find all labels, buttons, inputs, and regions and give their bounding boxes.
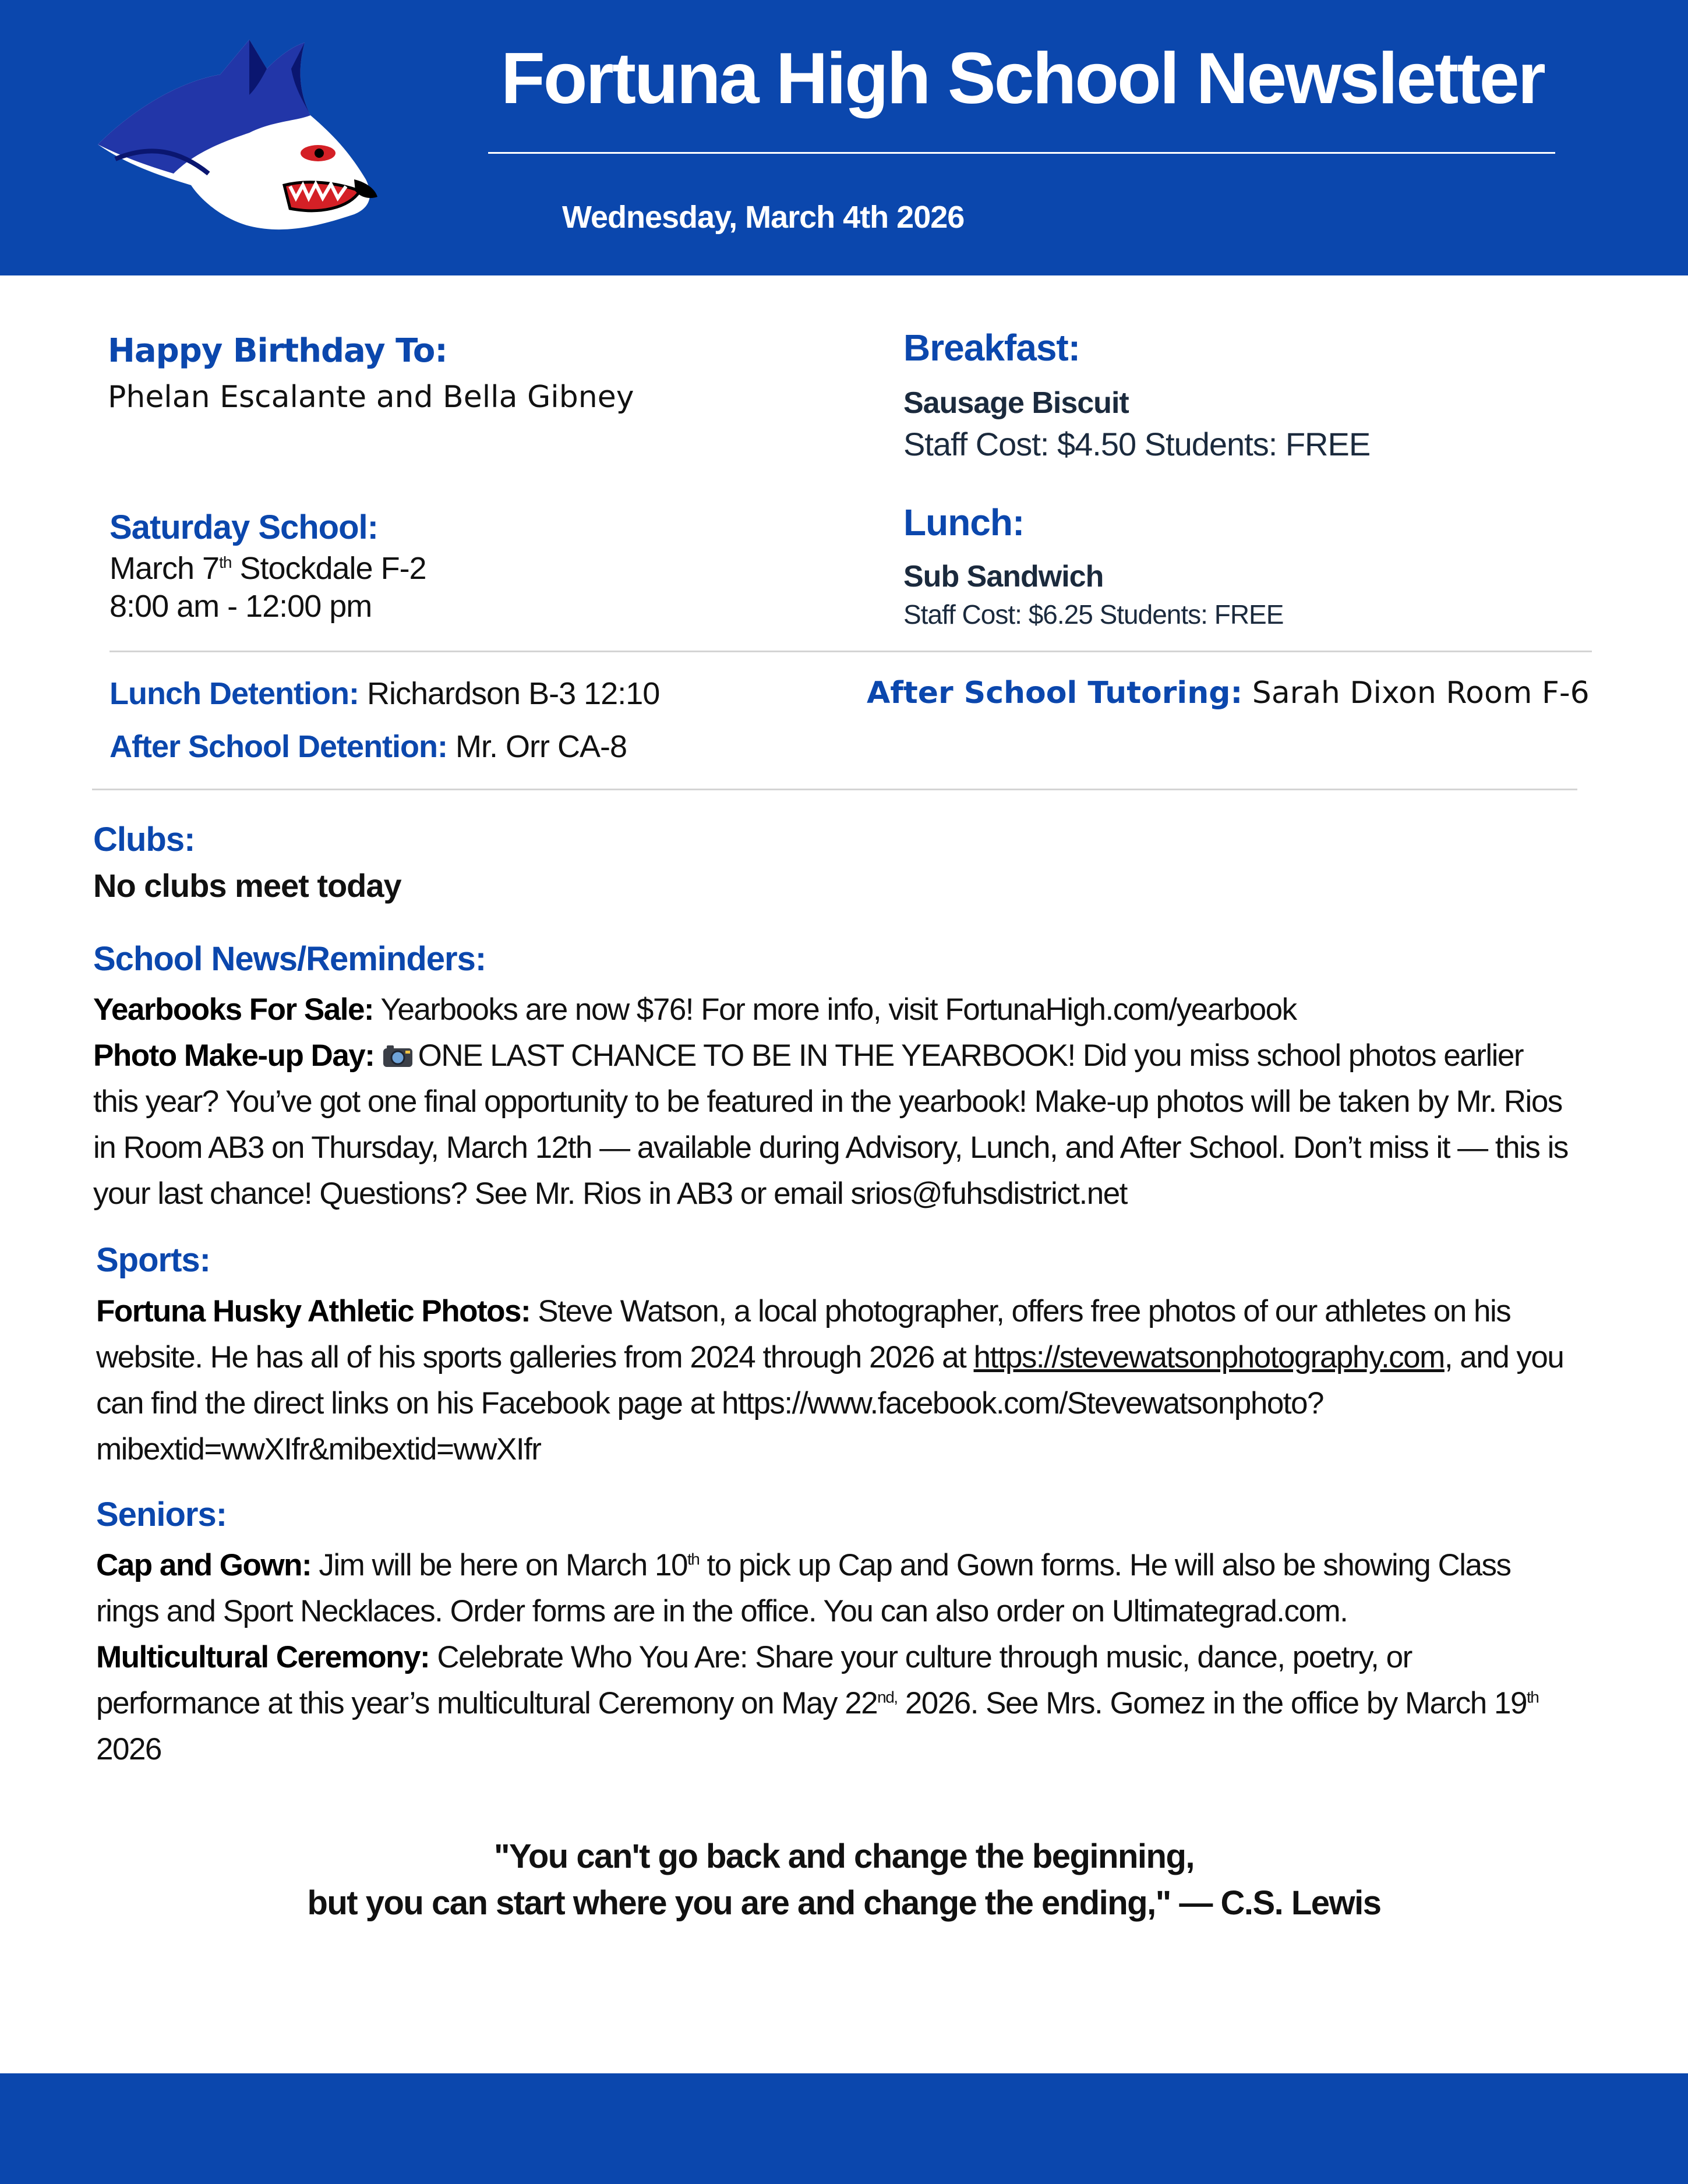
header-banner bbox=[0, 0, 1688, 275]
quote-line-2: but you can start where you are and change the ending," — C.S. Lewis bbox=[307, 1884, 1381, 1922]
footer-banner bbox=[0, 2073, 1688, 2184]
after-school-tutoring: After School Tutoring: Sarah Dixon Room F-6 bbox=[867, 676, 1590, 711]
seniors-heading: Seniors: bbox=[96, 1496, 227, 1533]
school-news-body: Yearbooks For Sale: Yearbooks are now $76! For more info, visit FortunaHigh.com/yearbook Photo Make-up Day: ONE LAST CHANCE TO BE IN THE YEARBOOK! Did you miss school photos earlier this year? You’ve got one final opportunity to be featured in the yearbook! Make-up photos will be taken by Mr. Rios in Room AB3 on Thursday, March 12th — available during Advisory, Lunch, and After School. Don’t miss it — this is your last chance! Questions? See Mr. Rios in AB3 or email srios@fuhsdistrict.net bbox=[93, 992, 1568, 1211]
saturday-school-date: March 7th Stockdale F-2 bbox=[110, 551, 426, 586]
newsletter-title: Fortuna High School Newsletter bbox=[501, 38, 1544, 119]
sports-heading: Sports: bbox=[96, 1241, 210, 1279]
clubs-heading: Clubs: bbox=[93, 821, 195, 858]
newsletter-date: Wednesday, March 4th 2026 bbox=[562, 200, 965, 235]
birthday-names: Phelan Escalante and Bella Gibney bbox=[108, 380, 634, 415]
saturday-school-heading: Saturday School: bbox=[110, 508, 378, 546]
camera-icon bbox=[382, 1044, 414, 1068]
sports-body: Fortuna Husky Athletic Photos: Steve Watson, a local photographer, offers free photos of our athletes on his website. He has all of his sports galleries from 2024 through 2026 at https://stevewatsonphotography.com, and you can find the direct links on his Facebook page at https://www.facebook.com/Stevewatsonphoto?mibextid=wwXIfr&mibextid=wwXIfr bbox=[96, 1294, 1564, 1466]
after-school-detention: After School Detention: Mr. Orr CA-8 bbox=[110, 729, 627, 764]
school-news-heading: School News/Reminders: bbox=[93, 940, 486, 978]
lunch-cost: Staff Cost: $6.25 Students: FREE bbox=[903, 599, 1284, 630]
section-divider bbox=[92, 789, 1577, 790]
section-divider bbox=[110, 651, 1592, 652]
clubs-text: No clubs meet today bbox=[93, 867, 401, 904]
breakfast-cost: Staff Cost: $4.50 Students: FREE bbox=[903, 426, 1371, 462]
breakfast-item: Sausage Biscuit bbox=[903, 386, 1129, 420]
photography-link[interactable]: https://stevewatsonphotography.com bbox=[973, 1340, 1445, 1374]
husky-mascot-logo bbox=[75, 34, 389, 243]
saturday-school-time: 8:00 am - 12:00 pm bbox=[110, 589, 372, 624]
breakfast-heading: Breakfast: bbox=[903, 327, 1080, 369]
lunch-heading: Lunch: bbox=[903, 501, 1025, 543]
quote-line-1: "You can't go back and change the beginning, bbox=[494, 1837, 1194, 1875]
title-divider bbox=[488, 152, 1555, 154]
lunch-item: Sub Sandwich bbox=[903, 560, 1104, 593]
birthday-heading: Happy Birthday To: bbox=[108, 332, 447, 370]
lunch-detention: Lunch Detention: Richardson B-3 12:10 bbox=[110, 676, 660, 711]
seniors-body: Cap and Gown: Jim will be here on March 10th to pick up Cap and Gown forms. He will also be showing Class rings and Sport Necklaces. Order forms are in the office. You can also order on Ultimategrad.com. Multicultural Ceremony: Celebrate Who You Are: Share your culture through music, dance, poetry, or performance at this year’s multicultural Ceremony on May $22^{nd,}$ 2026. See Mrs. Gomez in the office by March 19th 2026 bbox=[96, 1548, 1539, 1766]
